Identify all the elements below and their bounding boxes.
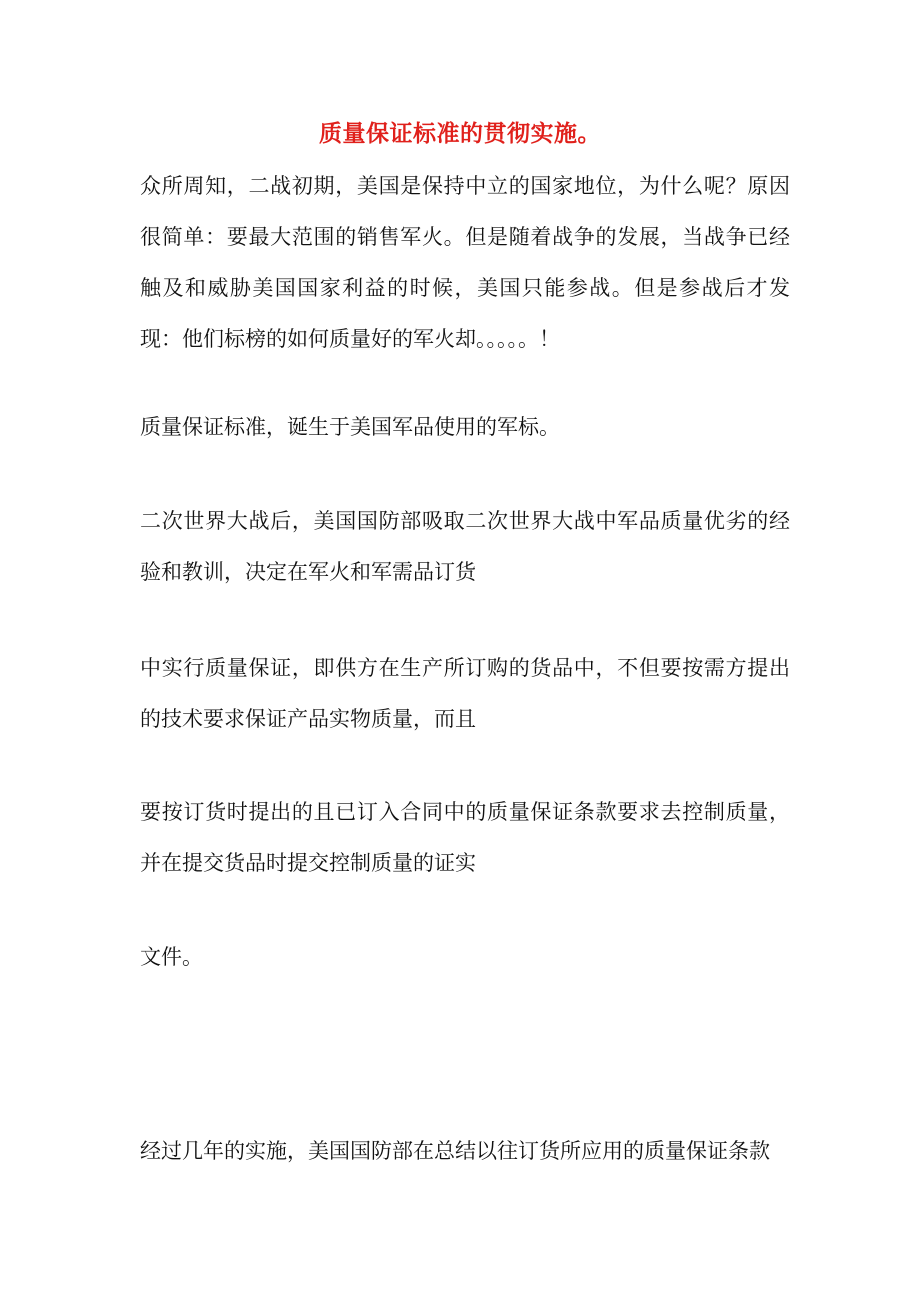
paragraph-military-standard: 质量保证标准，诞生于美国军品使用的军标。 bbox=[140, 415, 560, 439]
paragraph-dod-lessons: 二次世界大战后，美国国防部吸取二次世界大战中军品质量优劣的经验和教训，决定在军火和军需品订货 bbox=[140, 509, 790, 584]
paragraph-documents: 文件。 bbox=[140, 945, 203, 969]
paragraph-contract-terms: 要按订货时提出的且已订入合同中的质量保证条款要求去控制质量，并在提交货品时提交控制质量的证实 bbox=[140, 800, 790, 875]
paragraph-implementation: 经过几年的实施，美国国防部在总结以往订货所应用的质量保证条款 bbox=[140, 1139, 770, 1163]
document-title: 质量保证标准的贯彻实施。 bbox=[319, 120, 601, 147]
paragraph-quality-assurance: 中实行质量保证，即供方在生产所订购的货品中，不但要按需方提出的技术要求保证产品实物质量，而且 bbox=[140, 656, 790, 731]
paragraph-ww2-origin: 众所周知，二战初期，美国是保持中立的国家地位，为什么呢？原因很简单：要最大范围的销售军火。但是随着战争的发展，当战争已经触及和威胁美国国家利益的时候，美国只能参战。但是参战后才发现：他们标榜的如何质量好的军火却。。。。。！ bbox=[140, 174, 790, 351]
